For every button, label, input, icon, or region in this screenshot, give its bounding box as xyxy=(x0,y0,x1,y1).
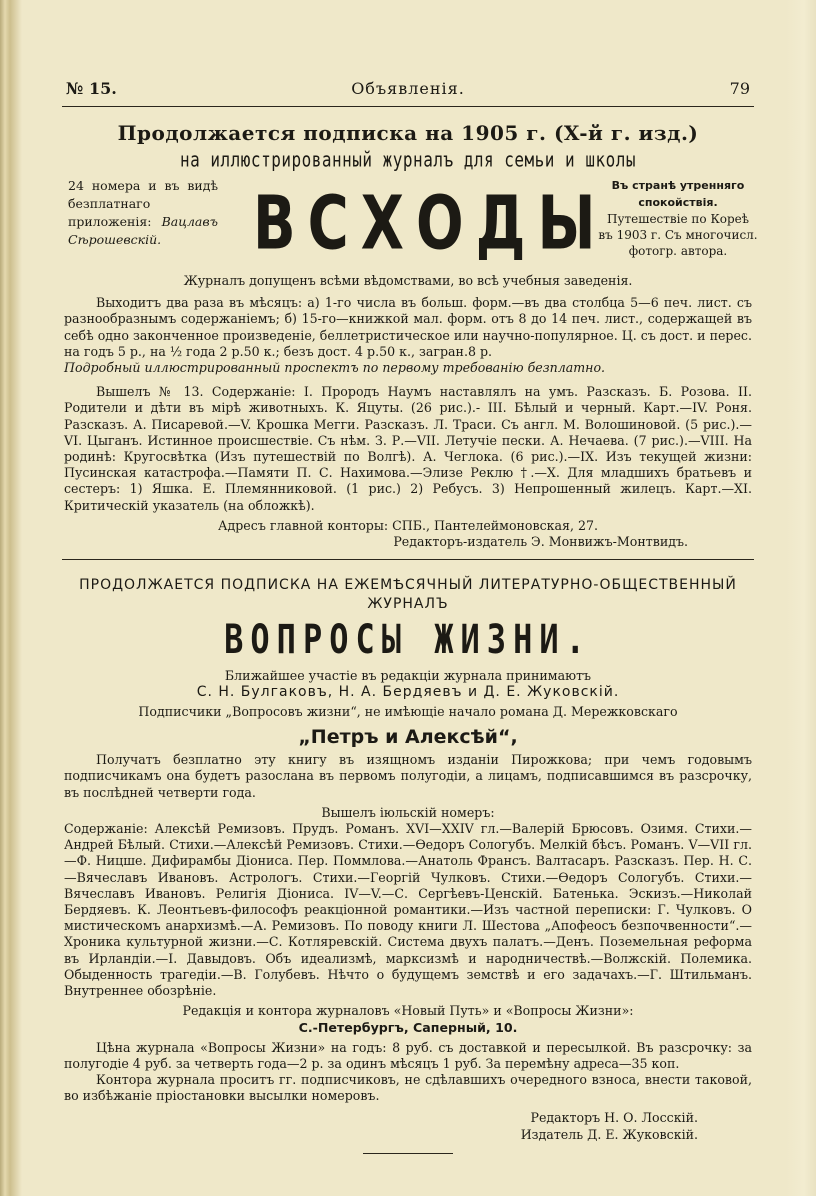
scan-page-margin xyxy=(786,0,816,1196)
issue-number: № 15. xyxy=(66,79,117,98)
issue-line: Вышелъ іюльскій номеръ: xyxy=(321,804,495,820)
admission-line: Журналъ допущенъ всѣми вѣдомствами, во всѣ учебныя заведенія. xyxy=(183,273,633,288)
novel-title: „Петръ и Алексѣй“, xyxy=(298,726,518,749)
running-header xyxy=(58,76,758,106)
supplement-text: 24 номера и въ видѣ безплатнаго приложенія: xyxy=(68,178,218,229)
header-rule xyxy=(62,106,754,107)
offices-line: Редакція и контора журналовъ «Новый Путь» и «Вопросы Жизни»: xyxy=(182,1003,634,1019)
closing-rule xyxy=(363,1153,453,1154)
prospectus-note: Подробный иллюстрированный проспектъ по первому требованію безплатно. xyxy=(64,360,606,376)
ad2-editor: Редакторъ Н. О. Лосскій. xyxy=(530,1109,698,1125)
scan-page-edge xyxy=(0,0,22,1196)
journal-title: ВСХОДЫ xyxy=(253,181,608,267)
free-book-offer: Получатъ безплатно эту книгу въ изящномъ изданіи Пирожкова; при чемъ годовымъ подписчикамъ она будетъ разослана въ первомъ полугодіи, а лицамъ, подписавшимся въ разсрочку, въ послѣдней четверти года. xyxy=(64,752,752,800)
ad2-headline: ПРОДОЛЖАЕТСЯ ПОДПИСКА НА ЕЖЕМѢСЯЧНЫЙ ЛИТЕРАТУРНО-ОБЩЕСТВЕННЫЙ ЖУРНАЛЪ xyxy=(79,576,737,612)
offices-address: С.-Петербургъ, Саперный, 10. xyxy=(298,1019,518,1035)
supplement-note xyxy=(68,177,218,249)
vskhody-advert xyxy=(58,121,758,549)
price-info: Цѣна журнала «Вопросы Жизни» на годъ: 8 руб. съ доставкой и пересылкой. Въ разсрочку: за полугодіе 4 руб. за четверть года—2 р. за одинъ мѣсяцъ 1 руб. За перемѣну адреса—35 коп. xyxy=(64,1039,752,1071)
participation-line: Ближайшее участіе въ редакціи журнала принимаютъ xyxy=(224,667,592,683)
office-notice: Контора журнала проситъ гг. подписчиковъ, не сдѣлавшихъ очередного взноса, внести таковой, во избѣжаніе пріостановки высылки номеровъ. xyxy=(64,1072,752,1104)
issue-table-of-contents: Содержаніе: Алексѣй Ремизовъ. Прудъ. Романъ. XVI—XXIV гл.—Валерій Брюсовъ. Озимя. Стихи.—Андрей Бѣлый. Стихи.—Алексѣй Ремизовъ. Стихи.—Өедоръ Сологубъ. Мелкій бѣсъ. Романъ. V—VII гл.—Ф. Ницше. Дифирамбы Діониса. Пер. Поммлова.—Анатоль Франсъ. Валтасаръ. Разсказъ. Пер. Н. С.—Вячеславъ Ивановъ. Астрологъ. Стихи.—Георгій Чулковъ. Стихи.—Өедоръ Сологубъ. Стихи.—Вячеславъ Ивановъ. Религія Діониса. IV—V.—С. Сергѣевъ-Ценскій. Батенька. Эскизъ.—Николай Бердяевъ. К. Леонтьевъ-философъ реакціонной романтики.—Изъ частной переписки: Г. Чулковъ. О мистическомъ анархизмѣ.—А. Ремизовъ. По поводу книги Л. Шестова „Апофеосъ безпочвенности“.—Хроника культурной жизни.—С. Котляревскій. Система двухъ палатъ.—Денъ. Поземельная реформа въ Ирландіи.—I. Давыдовъ. Объ идеализмѣ, марксизмѣ и народничествѣ.—Волжскій. Полемика. Обыденность трагедіи.—В. Голубевъ. Нѣчто о будущемъ земствѣ и его задачахъ.—Г. Штильманъ. Внутреннее обозрѣніе. xyxy=(64,821,752,999)
page-number: 79 xyxy=(729,79,750,98)
subscription-terms: Выходитъ два раза въ мѣсяцъ: а) 1-го числа въ больш. форм.—въ два столбца 5—6 печ. лист. съ разнообразнымъ содержаніемъ; б) 15-го—книжкой мал. форм. отъ 8 до 14 печ. лист., содержащей въ себѣ одно законченное произведеніе, беллетристическое или научно-популярное. Ц. съ дост. и перес. на годъ 5 р., на ½ года 2 р.50 к.; безъ дост. 4 р.50 к., загран.8 р. xyxy=(64,295,752,359)
subscribers-line: Подписчики „Вопросовъ жизни“, не имѣющіе начало романа Д. Мережковскаго xyxy=(138,704,678,720)
ad1-editor: Редакторъ-издатель Э. Монвижъ-Монтвидъ. xyxy=(393,533,688,549)
document-page xyxy=(58,76,758,1154)
ad1-masthead xyxy=(58,177,758,267)
travel-note-text: Путешествіе по Кореѣ въ 1903 г. Съ многочисл. фотогр. автора. xyxy=(598,212,758,258)
office-address: Адресъ главной конторы: СПБ., Пантелеймоновская, 27. xyxy=(217,517,599,533)
ad2-journal-title: ВОПРОСЫ ЖИЗНИ. xyxy=(224,615,592,663)
ad1-subheadline: на иллюстрированный журналъ для семьи и школы xyxy=(180,147,636,172)
voprosy-zhizni-advert xyxy=(58,576,758,1154)
ad1-headline: Продолжается подписка на 1905 г. (X-й г. изд.) xyxy=(117,121,699,145)
ad2-publisher: Издатель Д. Е. Жуковскій. xyxy=(520,1126,698,1142)
section-divider xyxy=(62,559,754,560)
travel-note-title: Въ странѣ утренняго спокойствія. xyxy=(611,179,745,209)
editors-line: С. Н. Булгаковъ, Н. А. Бердяевъ и Д. Е. Жуковскій. xyxy=(196,684,620,701)
issue-contents: Вышелъ № 13. Содержаніе: I. Прородъ Наумъ наставлялъ на умъ. Разсказъ. Б. Розова. II. Родители и дѣти въ мірѣ животныхъ. К. Яцуты. (26 рис.).- III. Бѣлый и черный. Карт.—IV. Роня. Разсказъ. А. Писаревой.—V. Крошка Мегги. Разсказъ. Л. Траси. Съ англ. М. Волошиновой. (5 рис.).—VI. Цыганъ. Истинное происшествіе. Съ нѣм. З. Р.—VII. Летучіе пески. А. Нечаева. (7 рис.).—VIII. На родинѣ: Кругосвѣтка (Изъ путешествій по Волгѣ). А. Чеглока. (6 рис.).—IX. Изъ текущей жизни: Пусинская катастрофа.—Памяти П. С. Нахимова.—Элизе Реклю †.—X. Для младшихъ братьевъ и сестеръ: 1) Яшка. Е. Племянниковой. (1 рис.) 2) Ребусъ. 3) Непрошенный жилецъ. Карт.—XI. Критическій указатель (на обложкѣ). xyxy=(64,384,752,513)
supplement-author: Вацлавъ Сѣрошевскій. xyxy=(68,214,218,247)
section-title: Объявленія. xyxy=(351,79,465,98)
travel-note xyxy=(598,177,758,259)
